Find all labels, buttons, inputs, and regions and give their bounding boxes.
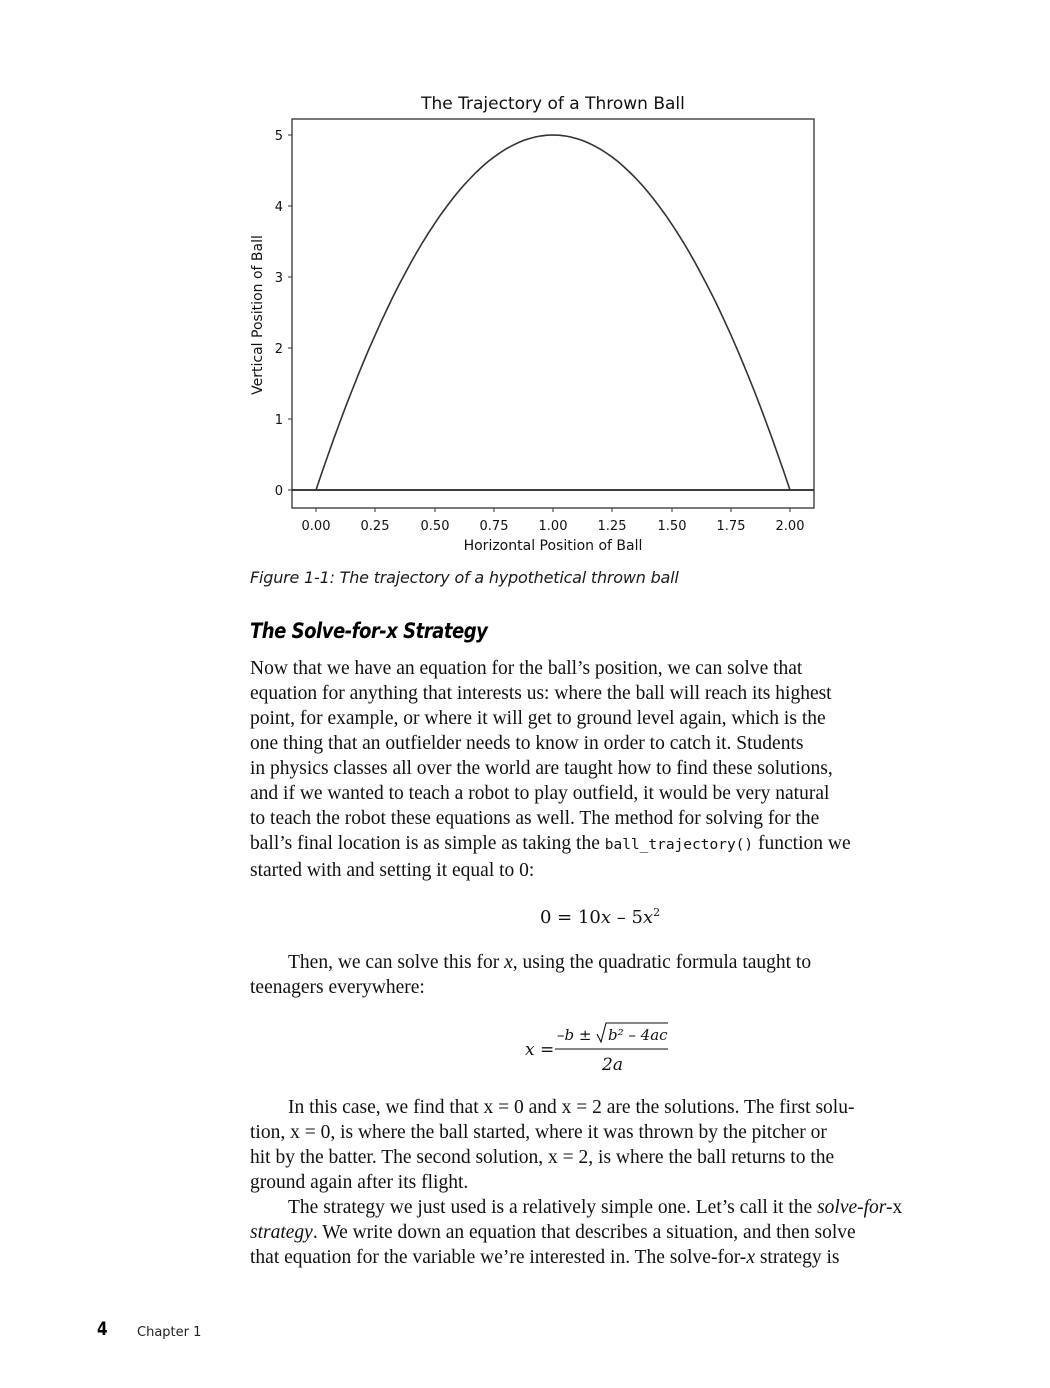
math-var: x — [746, 1247, 755, 1268]
quadratic-formula-svg — [525, 1020, 685, 1076]
y-tick-label: 0 — [274, 484, 283, 499]
y-tick-labels — [275, 129, 283, 499]
x-tick-label: 1.75 — [716, 519, 746, 534]
eq-numerator: –b ± — [557, 1026, 592, 1044]
eq-var: x — [600, 907, 612, 928]
x-tick-label: 0.75 — [479, 519, 509, 534]
x-tick-label: 1.50 — [657, 519, 687, 534]
paragraph-1 — [250, 656, 940, 883]
inline-code: ball_trajectory() — [604, 837, 754, 853]
eq-part: 0 = 10 — [540, 907, 601, 928]
text-line: hit by the batter. The second solution, x = 2, is where the ball returns to the — [250, 1147, 835, 1168]
figure-caption: Figure 1-1: The trajectory of a hypothetical thrown ball — [250, 568, 679, 587]
quadratic-formula — [525, 1020, 685, 1080]
eq-radicand: b² – 4ac — [608, 1026, 668, 1044]
text-span: strategy is — [754, 1247, 840, 1268]
text-line: In this case, we find that x = 0 and x = 2 are the solutions. The first solu- — [288, 1097, 855, 1118]
x-tick-label: 0.25 — [360, 519, 390, 534]
text-span: , using the quadratic formula taught to — [512, 952, 812, 973]
text-line: and if we wanted to teach a robot to play outfield, it would be very natural — [250, 783, 830, 804]
term-emphasis: solve-for- — [817, 1197, 893, 1218]
text-line — [250, 1245, 940, 1270]
chapter-label: Chapter 1 — [137, 1325, 202, 1340]
text-line: tion, x = 0, is where the ball started, where it was thrown by the pitcher or — [250, 1122, 827, 1143]
chart-svg — [0, 0, 1050, 560]
text-line: point, for example, or where it will get to ground level again, which is the — [250, 708, 826, 729]
eq-denominator: 2a — [602, 1055, 623, 1075]
trajectory-curve — [316, 135, 790, 490]
x-tick-labels — [302, 519, 805, 534]
equation-set-zero — [540, 906, 660, 928]
eq-exponent: 2 — [653, 906, 661, 919]
term-emphasis: strategy — [250, 1222, 313, 1243]
x-tick-label: 2.00 — [775, 519, 805, 534]
text-line: equation for anything that interests us: where the ball will reach its highest — [250, 683, 832, 704]
x-tick-label: 0.00 — [301, 519, 331, 534]
math-var: x — [504, 952, 513, 973]
text-span: The strategy we just used is a relatively simple one. Let’s call it the — [288, 1197, 818, 1218]
text-line: ground again after its flight. — [250, 1172, 469, 1193]
text-line: one thing that an outfielder needs to know in order to catch it. Students — [250, 733, 804, 754]
text-span: Then, we can solve this for — [288, 952, 505, 973]
text-line: to teach the robot these equations as well. The method for solving for the — [250, 808, 820, 829]
x-tick-label: 1.00 — [538, 519, 568, 534]
x-axis-label: Horizontal Position of Ball — [463, 538, 643, 554]
y-tick-label: 5 — [274, 129, 283, 144]
eq-var: x — [642, 907, 654, 928]
trajectory-chart — [0, 0, 1050, 560]
text-span: that equation for the variable we’re interested in. The solve-for- — [250, 1247, 747, 1268]
x-tick-label: 1.25 — [597, 519, 627, 534]
eq-lhs: x = — [525, 1040, 555, 1060]
paragraph-3 — [250, 1095, 940, 1195]
axes-frame — [292, 119, 814, 508]
section-heading: The Solve-for-x Strategy — [250, 619, 488, 643]
text-span: function we — [753, 833, 851, 854]
y-axis-label: Vertical Position of Ball — [250, 235, 266, 395]
text-line: teenagers everywhere: — [250, 977, 425, 998]
x-tick-label: 0.50 — [420, 519, 450, 534]
text-span: ball’s final location is as simple as taking the — [250, 833, 605, 854]
text-line — [250, 1220, 940, 1245]
eq-part: – 5 — [611, 907, 643, 928]
y-tick-label: 2 — [274, 342, 283, 357]
paragraph-4 — [250, 1195, 940, 1270]
paragraph-2 — [250, 950, 940, 1000]
text-line — [250, 831, 940, 858]
text-line — [250, 1195, 940, 1220]
y-tick-label: 3 — [274, 271, 283, 286]
term-var: x — [892, 1197, 903, 1218]
text-span: . We write down an equation that describes a situation, and then solve — [312, 1222, 856, 1243]
text-line — [250, 950, 940, 975]
text-line: Now that we have an equation for the ball’s position, we can solve that — [250, 658, 803, 679]
y-tick-label: 4 — [274, 200, 283, 215]
text-line: in physics classes all over the world are taught how to find these solutions, — [250, 758, 833, 779]
text-line: started with and setting it equal to 0: — [250, 860, 535, 881]
y-tick-label: 1 — [274, 413, 283, 428]
page-number: 4 — [97, 1318, 108, 1340]
chart-title: The Trajectory of a Thrown Ball — [421, 94, 685, 114]
